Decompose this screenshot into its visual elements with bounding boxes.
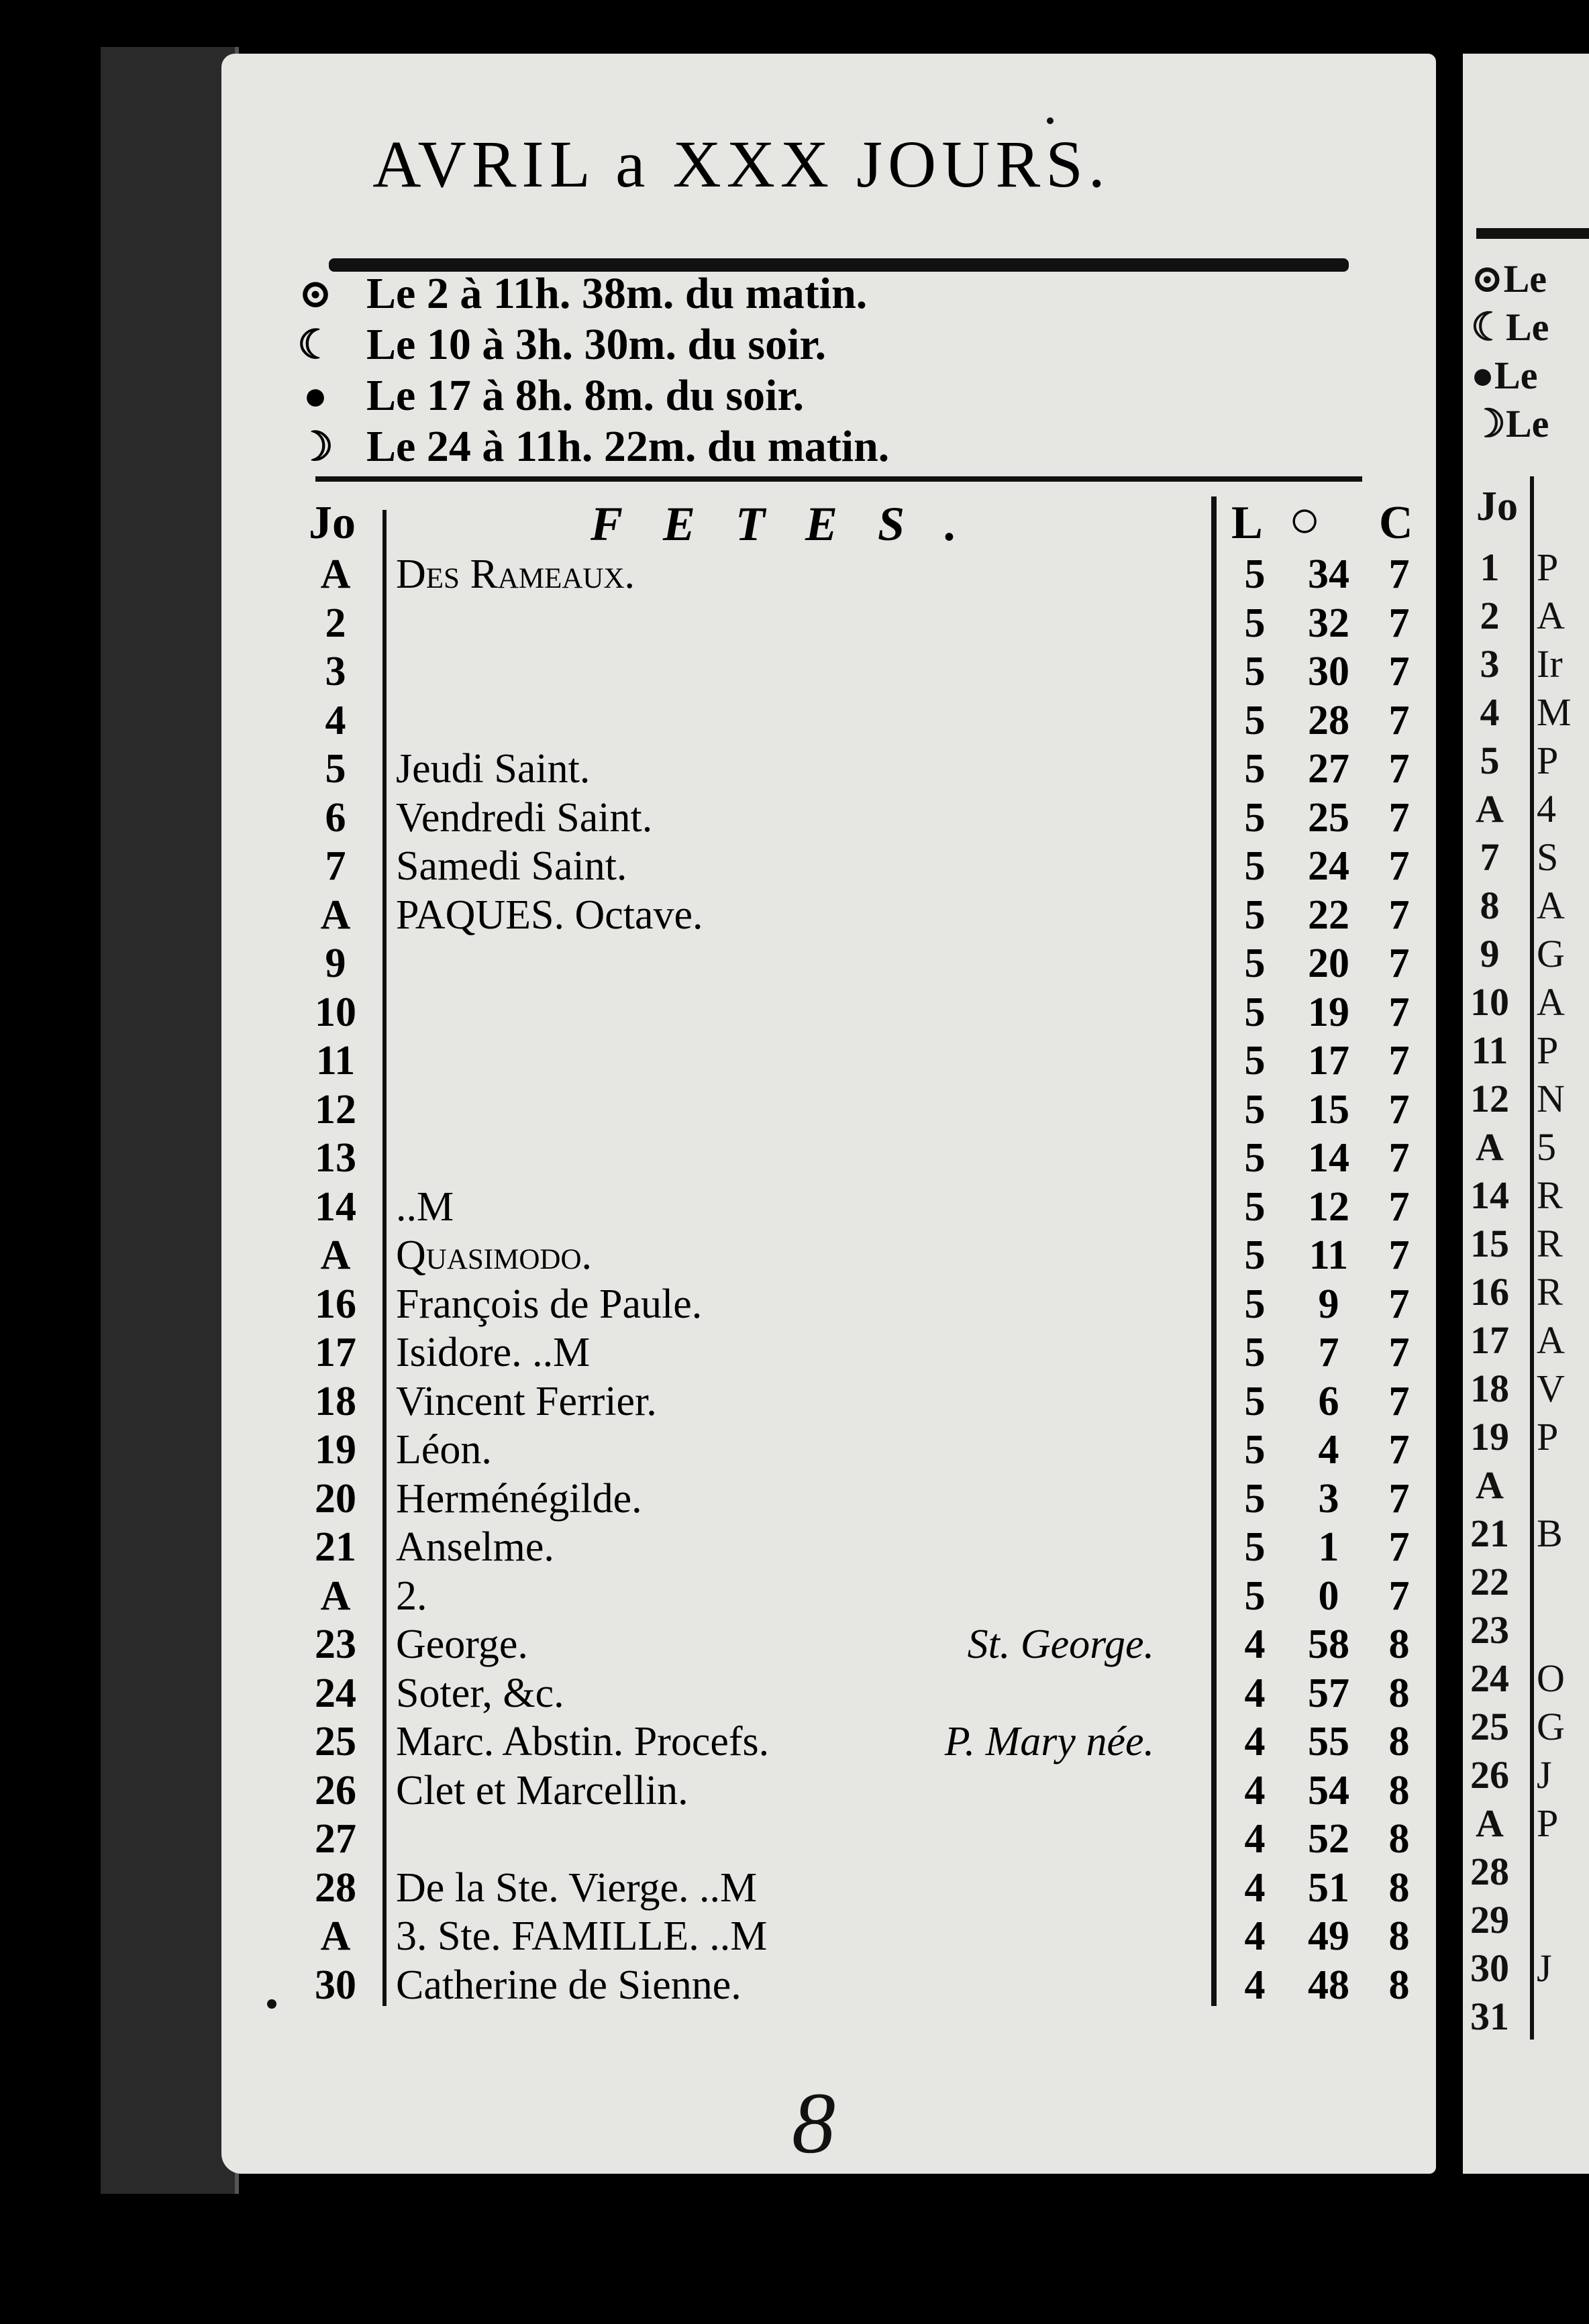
facing-day-cell: A: [1476, 1801, 1504, 1845]
lune-cell: 5: [1244, 843, 1266, 889]
facing-fete-cell: O: [1537, 1656, 1565, 1700]
facing-table-row: [1463, 1316, 1589, 1365]
soleil-cell: 20: [1308, 941, 1349, 986]
header-coucher: C: [1379, 497, 1413, 549]
coucher-cell: 7: [1388, 1475, 1410, 1522]
moon-phase-row: [289, 370, 1194, 421]
first-quarter-icon: ☽: [297, 425, 334, 469]
soleil-cell: 28: [1308, 697, 1349, 743]
coucher-cell: 7: [1388, 1038, 1410, 1084]
lune-cell: 5: [1244, 1232, 1266, 1278]
day-cell: 28: [315, 1864, 356, 1911]
lune-cell: 5: [1244, 551, 1266, 597]
soleil-cell: 34: [1308, 551, 1349, 597]
fete-cell: Léon.: [396, 1427, 492, 1473]
facing-table-row: [1463, 1461, 1589, 1510]
fete-cell: George.: [396, 1622, 528, 1667]
lune-cell: 4: [1244, 1670, 1266, 1716]
lune-cell: 5: [1244, 1475, 1266, 1522]
table-row: [295, 1134, 1436, 1182]
day-cell: 9: [325, 941, 346, 986]
lune-cell: 5: [1244, 697, 1266, 743]
day-cell: 4: [325, 697, 346, 743]
phase-rule: [315, 476, 1362, 482]
lune-cell: 5: [1244, 1281, 1266, 1327]
day-cell: 21: [315, 1524, 356, 1570]
facing-table-row: [1463, 737, 1589, 785]
facing-table-row: [1463, 640, 1589, 688]
coucher-cell: 7: [1388, 697, 1410, 743]
facing-table-row: [1463, 1799, 1589, 1848]
coucher-cell: 7: [1388, 1524, 1410, 1570]
soleil-cell: 52: [1308, 1816, 1349, 1862]
day-cell: 7: [325, 843, 346, 889]
facing-fete-cell: Ir: [1537, 642, 1563, 686]
coucher-cell: 7: [1388, 1183, 1410, 1230]
facing-day-cell: 18: [1470, 1367, 1509, 1410]
facing-fete-cell: P: [1537, 1415, 1559, 1459]
facing-page: [1463, 54, 1589, 2174]
soleil-cell: 30: [1308, 649, 1349, 694]
calendar-table: [295, 483, 1436, 2013]
table-row: [295, 939, 1436, 988]
coucher-cell: 7: [1388, 1086, 1410, 1132]
facing-day-cell: 15: [1470, 1222, 1509, 1265]
facing-fete-cell: S: [1537, 835, 1559, 879]
facing-fete-cell: J: [1537, 1753, 1552, 1797]
day-cell: 3: [325, 649, 346, 694]
moon-phase-list: [289, 268, 1194, 472]
facing-day-cell: 1: [1480, 545, 1500, 589]
facing-fete-cell: G: [1537, 1705, 1565, 1748]
lune-cell: 5: [1244, 1378, 1266, 1424]
fete-cell: Herménégilde.: [396, 1475, 642, 1522]
facing-fete-cell: 4: [1537, 787, 1556, 831]
facing-table-row: [1463, 1510, 1589, 1558]
lune-cell: 5: [1244, 1330, 1266, 1375]
table-row: [295, 1620, 1436, 1669]
soleil-cell: 15: [1308, 1086, 1349, 1132]
lune-cell: 5: [1244, 989, 1266, 1035]
coucher-cell: 8: [1388, 1622, 1410, 1667]
facing-day-cell: 21: [1470, 1512, 1509, 1555]
fete-cell: Soter, &c.: [396, 1670, 564, 1716]
facing-day-cell: A: [1476, 1125, 1504, 1169]
day-cell: A: [320, 1232, 351, 1278]
table-row: [295, 1669, 1436, 1718]
facing-day-cell: 3: [1480, 642, 1500, 686]
soleil-cell: 1: [1318, 1524, 1339, 1570]
facing-fete-cell: P: [1537, 1028, 1559, 1072]
facing-table-row: [1463, 1075, 1589, 1123]
facing-phase-text: ☾Le: [1471, 305, 1549, 349]
coucher-cell: 8: [1388, 1767, 1410, 1813]
coucher-cell: 7: [1388, 1573, 1410, 1619]
lune-cell: 4: [1244, 1719, 1266, 1764]
coucher-cell: 7: [1388, 1281, 1410, 1327]
facing-day-cell: A: [1476, 787, 1504, 831]
facing-table-row: [1463, 1268, 1589, 1316]
day-cell: 11: [315, 1038, 356, 1084]
facing-table-row: [1463, 978, 1589, 1026]
moon-phase-row: [289, 421, 1194, 472]
fete-cell: Vincent Ferrier.: [396, 1378, 657, 1424]
page-number: 8: [792, 2075, 835, 2172]
soleil-cell: 19: [1308, 989, 1349, 1035]
moon-phase-text: Le 24 à 11h. 22m. du matin.: [366, 422, 890, 471]
coucher-cell: 7: [1388, 892, 1410, 938]
fete-cell: Vendredi Saint.: [396, 794, 653, 841]
facing-table-row: [1463, 1413, 1589, 1461]
facing-day-cell: 12: [1470, 1077, 1509, 1120]
ink-speck: [1047, 117, 1054, 124]
facing-day-cell: 31: [1470, 1995, 1509, 2038]
lune-cell: 5: [1244, 649, 1266, 694]
lune-cell: 5: [1244, 1524, 1266, 1570]
header-day: Jo: [309, 497, 356, 549]
lune-cell: 5: [1244, 1038, 1266, 1084]
day-cell: A: [320, 1913, 351, 1959]
facing-fete-cell: R: [1537, 1270, 1563, 1314]
coucher-cell: 7: [1388, 1330, 1410, 1375]
lune-cell: 5: [1244, 794, 1266, 841]
facing-day-cell: 2: [1480, 594, 1500, 637]
facing-table-row: [1463, 1558, 1589, 1606]
coucher-cell: 7: [1388, 941, 1410, 986]
fete-cell: Marc. Abstin. Procefs.: [396, 1719, 770, 1764]
day-cell: 24: [315, 1670, 356, 1716]
facing-fete-cell: N: [1537, 1077, 1565, 1120]
lune-cell: 5: [1244, 1573, 1266, 1619]
table-row: [295, 550, 1436, 598]
day-cell: 12: [315, 1086, 356, 1132]
facing-table-row: [1463, 1896, 1589, 1944]
facing-day-cell: 5: [1480, 739, 1500, 782]
lune-cell: 5: [1244, 1427, 1266, 1473]
header-lune: L: [1231, 497, 1263, 549]
facing-table-row: [1463, 1606, 1589, 1654]
moon-phase-text: Le 17 à 8h. 8m. du soir.: [366, 371, 805, 420]
soleil-cell: 24: [1308, 843, 1349, 889]
day-cell: 13: [315, 1135, 356, 1181]
soleil-cell: 3: [1318, 1475, 1339, 1522]
table-row: [295, 1086, 1436, 1134]
day-cell: 14: [315, 1183, 356, 1230]
day-cell: 6: [325, 794, 346, 841]
facing-table-row: [1463, 882, 1589, 930]
facing-table-row: [1463, 1171, 1589, 1220]
fete-cell: Anselme.: [396, 1524, 554, 1570]
coucher-cell: 7: [1388, 649, 1410, 694]
facing-fete-cell: B: [1537, 1512, 1563, 1555]
facing-fete-cell: A: [1537, 1318, 1565, 1362]
fete-cell: 3. Ste. FAMILLE. ..M: [396, 1913, 768, 1959]
soleil-cell: 11: [1309, 1232, 1349, 1278]
lune-cell: 4: [1244, 1962, 1266, 2008]
facing-table-row: [1463, 930, 1589, 978]
book-binding: [101, 47, 239, 2194]
facing-day-cell: 16: [1470, 1270, 1509, 1314]
coucher-cell: 7: [1388, 600, 1410, 646]
last-quarter-icon: ☾: [297, 323, 334, 367]
table-row: [295, 1426, 1436, 1474]
day-cell: 30: [315, 1962, 356, 2008]
facing-table-row: [1463, 1654, 1589, 1703]
soleil-cell: 51: [1308, 1864, 1349, 1911]
soleil-cell: 55: [1308, 1719, 1349, 1764]
moon-phase-text: Le 10 à 3h. 30m. du soir.: [366, 320, 827, 369]
facing-phase-text: ⊙Le: [1471, 257, 1547, 301]
facing-day-cell: 28: [1470, 1850, 1509, 1893]
day-cell: 10: [315, 989, 356, 1035]
soleil-cell: 32: [1308, 600, 1349, 646]
lune-cell: 4: [1244, 1913, 1266, 1959]
fete-cell: Quasimodo.: [396, 1232, 593, 1278]
soleil-cell: 57: [1308, 1670, 1349, 1716]
table-row: [295, 1572, 1436, 1620]
day-cell: 18: [315, 1378, 356, 1424]
facing-fete-cell: G: [1537, 932, 1565, 975]
facing-table-row: [1463, 1993, 1589, 2041]
facing-fete-cell: P: [1537, 545, 1559, 589]
table-row: [295, 988, 1436, 1037]
table-row: [295, 599, 1436, 647]
coucher-cell: 8: [1388, 1719, 1410, 1764]
facing-table-row: [1463, 1026, 1589, 1075]
soleil-cell: 17: [1308, 1038, 1349, 1084]
soleil-cell: 25: [1308, 794, 1349, 841]
lune-cell: 5: [1244, 941, 1266, 986]
table-row: [295, 1377, 1436, 1426]
facing-day-cell: 10: [1470, 980, 1509, 1024]
facing-fete-cell: P: [1537, 739, 1559, 782]
day-cell: 23: [315, 1622, 356, 1667]
table-row: [295, 891, 1436, 939]
coucher-cell: 7: [1388, 551, 1410, 597]
soleil-cell: 27: [1308, 746, 1349, 792]
table-row: [295, 1037, 1436, 1085]
soleil-cell: 7: [1318, 1330, 1339, 1375]
header-fetes: FETES.: [591, 497, 998, 551]
lune-cell: 5: [1244, 1183, 1266, 1230]
lune-cell: 5: [1244, 892, 1266, 938]
facing-table-row: [1463, 1848, 1589, 1896]
soleil-cell: 6: [1318, 1378, 1339, 1424]
coucher-cell: 8: [1388, 1816, 1410, 1862]
facing-fete-cell: A: [1537, 980, 1565, 1024]
facing-fete-cell: A: [1537, 884, 1565, 927]
new-moon-icon: ●: [303, 373, 328, 418]
coucher-cell: 8: [1388, 1864, 1410, 1911]
table-row: [295, 1328, 1436, 1377]
facing-fete-cell: R: [1537, 1173, 1563, 1217]
table-row: [295, 1231, 1436, 1279]
coucher-cell: 7: [1388, 1378, 1410, 1424]
facing-phase-text: ●Le: [1471, 354, 1538, 397]
facing-table-row: [1463, 833, 1589, 882]
facing-day-cell: 19: [1470, 1415, 1509, 1459]
soleil-cell: 49: [1308, 1913, 1349, 1959]
fete-cell: ..M: [396, 1183, 454, 1230]
facing-day-cell: 26: [1470, 1753, 1509, 1797]
coucher-cell: 7: [1388, 1135, 1410, 1181]
full-moon-icon: ⊙: [298, 272, 333, 316]
day-cell: 2: [325, 600, 346, 646]
coucher-cell: 7: [1388, 746, 1410, 792]
coucher-cell: 7: [1388, 1427, 1410, 1473]
soleil-cell: 14: [1308, 1135, 1349, 1181]
soleil-cell: 22: [1308, 892, 1349, 938]
facing-table-row: [1463, 688, 1589, 737]
note-cell: St. George.: [967, 1622, 1154, 1667]
coucher-cell: 7: [1388, 1232, 1410, 1278]
facing-day-cell: 24: [1470, 1656, 1509, 1700]
fete-cell: François de Paule.: [396, 1281, 703, 1327]
table-row: [295, 1961, 1436, 2009]
page-title: AVRIL a XXX JOURS.: [372, 127, 1111, 201]
coucher-cell: 7: [1388, 989, 1410, 1035]
soleil-cell: 12: [1308, 1183, 1349, 1230]
table-row: [295, 696, 1436, 745]
fete-cell: Isidore. ..M: [396, 1330, 591, 1375]
table-row: [295, 1280, 1436, 1328]
moon-phase-row: [289, 268, 1194, 319]
fete-cell: Catherine de Sienne.: [396, 1962, 741, 2008]
day-cell: 26: [315, 1767, 356, 1813]
facing-day-cell: 7: [1480, 835, 1500, 879]
facing-fete-cell: V: [1537, 1367, 1565, 1410]
coucher-cell: 7: [1388, 794, 1410, 841]
facing-fete-cell: R: [1537, 1222, 1563, 1265]
table-row: [295, 1183, 1436, 1231]
day-cell: 25: [315, 1719, 356, 1764]
moon-phase-row: [289, 319, 1194, 370]
day-cell: A: [320, 892, 351, 938]
table-row: [295, 842, 1436, 890]
facing-day-cell: 25: [1470, 1705, 1509, 1748]
facing-day-cell: 4: [1480, 690, 1500, 734]
lune-cell: 5: [1244, 600, 1266, 646]
lune-cell: 4: [1244, 1864, 1266, 1911]
lune-cell: 5: [1244, 746, 1266, 792]
facing-header-day: Jo: [1476, 484, 1518, 529]
facing-day-cell: 8: [1480, 884, 1500, 927]
facing-fete-cell: J: [1537, 1946, 1552, 1990]
lune-cell: 4: [1244, 1767, 1266, 1813]
fete-cell: PAQUES. Octave.: [396, 892, 703, 938]
facing-table-row: [1463, 592, 1589, 640]
soleil-cell: 58: [1308, 1622, 1349, 1667]
facing-table-row: [1463, 785, 1589, 833]
coucher-cell: 8: [1388, 1962, 1410, 2008]
moon-phase-text: Le 2 à 11h. 38m. du matin.: [366, 269, 868, 318]
table-row: [295, 794, 1436, 842]
facing-day-cell: 30: [1470, 1946, 1509, 1990]
lune-cell: 4: [1244, 1622, 1266, 1667]
soleil-cell: 54: [1308, 1767, 1349, 1813]
table-row: [295, 1523, 1436, 1571]
day-cell: A: [320, 551, 351, 597]
fete-cell: De la Ste. Vierge. ..M: [396, 1864, 758, 1911]
note-cell: P. Mary née.: [944, 1719, 1154, 1764]
table-row: [295, 1912, 1436, 1960]
day-cell: 27: [315, 1816, 356, 1862]
facing-fete-cell: P: [1537, 1801, 1559, 1845]
facing-table-row: [1463, 1123, 1589, 1171]
table-row: [295, 1864, 1436, 1912]
day-cell: 20: [315, 1475, 356, 1522]
facing-day-cell: 14: [1470, 1173, 1509, 1217]
fete-cell: Samedi Saint.: [396, 843, 627, 889]
coucher-cell: 7: [1388, 843, 1410, 889]
coucher-cell: 8: [1388, 1913, 1410, 1959]
table-row: [295, 647, 1436, 696]
day-cell: 17: [315, 1330, 356, 1375]
facing-table-row: [1463, 1703, 1589, 1751]
facing-table-row: [1463, 1751, 1589, 1799]
table-row: [295, 1815, 1436, 1863]
soleil-cell: 48: [1308, 1962, 1349, 2008]
lune-cell: 4: [1244, 1816, 1266, 1862]
table-row: [295, 1718, 1436, 1766]
table-row: [295, 1766, 1436, 1815]
ink-speck: [267, 1999, 276, 2009]
facing-fete-cell: 5: [1537, 1125, 1556, 1169]
fete-cell: Jeudi Saint.: [396, 746, 591, 792]
day-cell: 5: [325, 746, 346, 792]
facing-table-row: [1463, 1944, 1589, 1993]
facing-fete-cell: A: [1537, 594, 1565, 637]
table-row: [295, 745, 1436, 793]
facing-day-cell: 22: [1470, 1560, 1509, 1603]
coucher-cell: 8: [1388, 1670, 1410, 1716]
facing-title-rule: [1476, 228, 1589, 239]
day-cell: 16: [315, 1281, 356, 1327]
facing-day-cell: 29: [1470, 1898, 1509, 1942]
facing-day-cell: 9: [1480, 932, 1500, 975]
facing-fete-cell: M: [1537, 690, 1572, 734]
header-soleil: ○: [1288, 490, 1321, 549]
facing-day-cell: A: [1476, 1463, 1504, 1507]
day-cell: 19: [315, 1427, 356, 1473]
facing-table-row: [1463, 1220, 1589, 1268]
facing-day-cell: 11: [1471, 1028, 1508, 1072]
facing-table-row: [1463, 543, 1589, 592]
facing-table-row: [1463, 1365, 1589, 1413]
fete-cell: 2.: [396, 1573, 427, 1619]
soleil-cell: 0: [1318, 1573, 1339, 1619]
facing-day-cell: 23: [1470, 1608, 1509, 1652]
table-row: [295, 1475, 1436, 1523]
lune-cell: 5: [1244, 1135, 1266, 1181]
soleil-cell: 9: [1318, 1281, 1339, 1327]
lune-cell: 5: [1244, 1086, 1266, 1132]
fete-cell: Des Rameaux.: [396, 551, 635, 597]
facing-phase-text: ☽Le: [1471, 402, 1549, 445]
facing-day-cell: 17: [1470, 1318, 1509, 1362]
soleil-cell: 4: [1318, 1427, 1339, 1473]
fete-cell: Clet et Marcellin.: [396, 1767, 688, 1813]
day-cell: A: [320, 1573, 351, 1619]
